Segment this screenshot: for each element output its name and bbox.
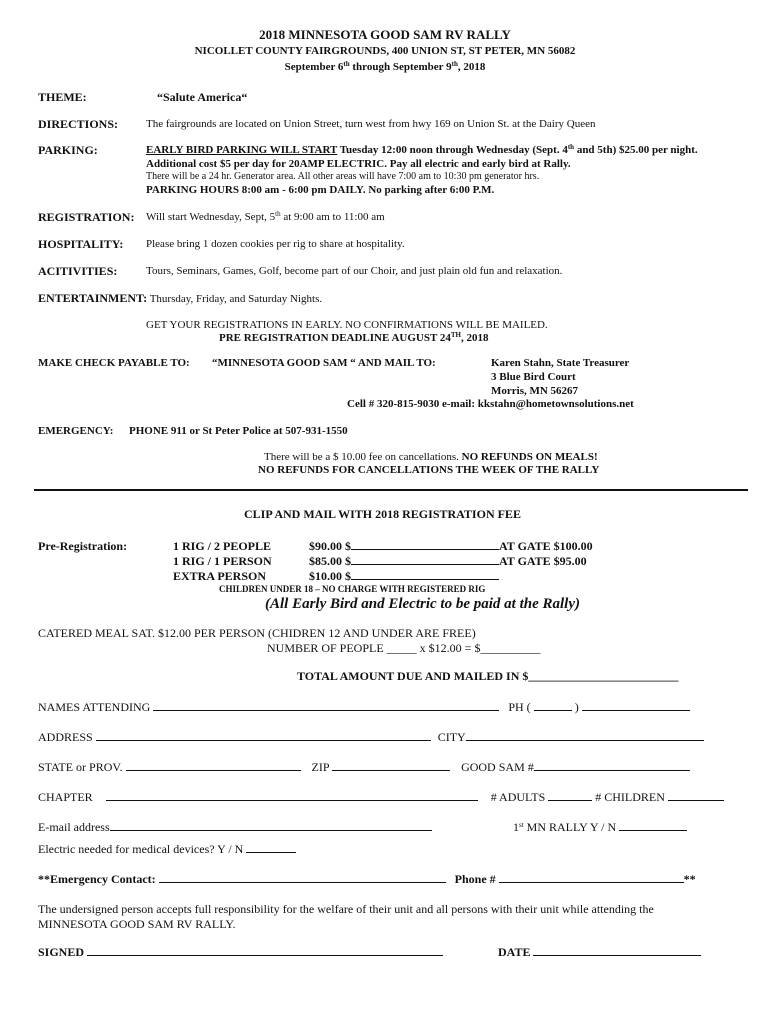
names-field[interactable] xyxy=(153,709,499,711)
children-field[interactable] xyxy=(668,799,724,801)
preregistration-deadline: PRE REGISTRATION DEADLINE AUGUST 24TH, 2018 xyxy=(219,331,489,344)
theme-value: “Salute America“ xyxy=(157,90,248,104)
event-dates: September 6th through September 9th, 2018 xyxy=(284,60,486,73)
prereg-item: EXTRA PERSON xyxy=(173,569,267,583)
activities-label: ACITIVITIES: xyxy=(38,264,118,278)
parking-line-1: EARLY BIRD PARKING WILL START Tuesday 12:00 noon through Wednesday (Sept. 4th and 5th) $25.00 per night. xyxy=(146,143,698,156)
early-bird-note: (All Early Bird and Electric to be paid at the Rally) xyxy=(265,596,580,612)
emergency-contact-field[interactable] xyxy=(159,881,446,883)
prereg-price: $90.00 $ AT GATE $100.00 xyxy=(309,539,593,553)
zip-field[interactable] xyxy=(332,769,450,771)
amount-field[interactable] xyxy=(351,563,499,565)
signed-label: SIGNED xyxy=(38,945,85,959)
adults-field[interactable] xyxy=(548,799,592,801)
prereg-price: $85.00 $ AT GATE $95.00 xyxy=(309,554,587,568)
directions-label: DIRECTIONS: xyxy=(38,117,119,131)
cancellation-fee-note: There will be a $ 10.00 fee on cancellations. NO REFUNDS ON MEALS! xyxy=(264,451,598,463)
electric-field[interactable] xyxy=(246,851,296,853)
check-payable-label: MAKE CHECK PAYABLE TO: xyxy=(38,357,190,369)
prereg-label: Pre-Registration: xyxy=(38,539,128,553)
meal-line: CATERED MEAL SAT. $12.00 PER PERSON (CHIDREN 12 AND UNDER ARE FREE) xyxy=(38,626,476,640)
clip-title: CLIP AND MAIL WITH 2018 REGISTRATION FEE xyxy=(244,507,521,521)
children-label: # CHILDREN xyxy=(595,790,665,804)
directions-text: The fairgrounds are located on Union Street, turn west from hwy 169 on Union St. at the Dairy Queen xyxy=(146,118,596,130)
treasurer-contact: Cell # 320-815-9030 e-mail: kkstahn@hometownsolutions.net xyxy=(347,398,634,410)
phone-field[interactable] xyxy=(582,709,690,711)
parking-line-2: Additional cost $5 per day for 20AMP ELECTRIC. Pay all electric and early bird at Rally. xyxy=(146,158,571,170)
registration-text: Will start Wednesday, Sept, 5th at 9:00 am to 11:00 am xyxy=(146,210,385,223)
date-row xyxy=(498,946,701,958)
chapter-row xyxy=(38,791,724,803)
register-early-note: GET YOUR REGISTRATIONS IN EARLY. NO CONFIRMATIONS WILL BE MAILED. xyxy=(146,319,548,331)
address-row xyxy=(38,731,704,743)
activities-text: Tours, Seminars, Games, Golf, become part of our Choir, and just plain old fun and relaxation. xyxy=(146,265,563,277)
email-row xyxy=(38,821,432,833)
chapter-field[interactable] xyxy=(106,799,478,801)
amount-field[interactable] xyxy=(351,578,499,580)
emergency-phone-label: Phone # xyxy=(454,872,496,886)
entertainment-text: Thursday, Friday, and Saturday Nights. xyxy=(147,293,323,305)
phone-label: PH ( xyxy=(508,700,531,714)
emergency-phone-field[interactable] xyxy=(499,881,684,883)
parking-label: PARKING: xyxy=(38,143,98,157)
parking-line-4: PARKING HOURS 8:00 am - 6:00 pm DAILY. No parking after 6:00 P.M. xyxy=(146,184,495,196)
prereg-item: 1 RIG / 2 PEOPLE xyxy=(173,539,272,553)
city-label: CITY xyxy=(437,730,466,744)
email-field[interactable] xyxy=(110,829,432,831)
total-amount-field[interactable]: TOTAL AMOUNT DUE AND MAILED IN $_________________________ xyxy=(297,669,679,683)
waiver-text-line-2: MINNESOTA GOOD SAM RV RALLY. xyxy=(38,917,236,931)
names-label: NAMES ATTENDING xyxy=(38,700,151,714)
emergency-contact-row: **Emergency Contact: Phone # ** xyxy=(38,872,696,886)
waiver-text-line-1: The undersigned person accepts full responsibility for the welfare of their unit and all persons with their unit while attending the xyxy=(38,902,654,916)
chapter-label: CHAPTER xyxy=(38,790,93,804)
prereg-item: 1 RIG / 1 PERSON xyxy=(173,554,272,568)
treasurer-street: 3 Blue Bird Court xyxy=(491,371,576,383)
state-row xyxy=(38,761,690,773)
treasurer-city: Morris, MN 56267 xyxy=(491,385,579,397)
emergency-text: PHONE 911 or St Peter Police at 507-931-1550 xyxy=(129,425,348,437)
hospitality-label: HOSPITALITY: xyxy=(38,237,124,251)
goodsam-label: GOOD SAM # xyxy=(461,760,534,774)
signature-field[interactable] xyxy=(87,954,443,956)
electric-row xyxy=(38,843,296,855)
registration-label: REGISTRATION: xyxy=(38,210,135,224)
theme-label: THEME: xyxy=(38,90,87,104)
no-refund-note: NO REFUNDS FOR CANCELLATIONS THE WEEK OF THE RALLY xyxy=(258,464,600,476)
parking-line-3: There will be a 24 hr. Generator area. All other areas will have 7:00 am to 10:30 pm generator hrs. xyxy=(146,171,540,182)
first-rally-field[interactable] xyxy=(619,829,687,831)
first-rally-row: 1st MN RALLY Y / N xyxy=(513,821,687,833)
treasurer-name: Karen Stahn, State Treasurer xyxy=(491,357,630,369)
signature-row xyxy=(38,946,443,958)
emergency-label: EMERGENCY: xyxy=(38,425,114,437)
date-field[interactable] xyxy=(533,954,701,956)
state-label: STATE or PROV. xyxy=(38,760,123,774)
children-note: CHILDREN UNDER 18 – NO CHARGE WITH REGISTERED RIG xyxy=(219,584,486,594)
adults-label: # ADULTS xyxy=(490,790,546,804)
address-field[interactable] xyxy=(96,739,431,741)
names-row: NAMES ATTENDING PH ( ) xyxy=(38,701,690,713)
goodsam-field[interactable] xyxy=(534,769,690,771)
event-location: NICOLLET COUNTY FAIRGROUNDS, 400 UNION ST, ST PETER, MN 56082 xyxy=(194,45,576,57)
zip-label: ZIP xyxy=(311,760,330,774)
entertainment-line xyxy=(38,292,322,305)
city-field[interactable] xyxy=(466,739,704,741)
entertainment-label: ENTERTAINMENT: xyxy=(38,291,148,305)
page-title: 2018 MINNESOTA GOOD SAM RV RALLY xyxy=(259,27,511,42)
clip-divider xyxy=(34,489,748,491)
electric-label: Electric needed for medical devices? Y / N xyxy=(38,842,244,856)
meal-people-field[interactable]: NUMBER OF PEOPLE _____ x $12.00 = $__________ xyxy=(267,641,541,655)
amount-field[interactable] xyxy=(351,548,499,550)
address-label: ADDRESS xyxy=(38,730,93,744)
state-field[interactable] xyxy=(126,769,301,771)
area-code-field[interactable] xyxy=(534,709,572,711)
prereg-price: $10.00 $ xyxy=(309,570,499,582)
emergency-contact-label: **Emergency Contact: xyxy=(38,872,156,886)
date-label: DATE xyxy=(498,945,531,959)
email-label: E-mail address xyxy=(38,820,110,834)
hospitality-text: Please bring 1 dozen cookies per rig to share at hospitality. xyxy=(146,238,405,250)
check-payee: “MINNESOTA GOOD SAM “ AND MAIL TO: xyxy=(212,357,436,369)
